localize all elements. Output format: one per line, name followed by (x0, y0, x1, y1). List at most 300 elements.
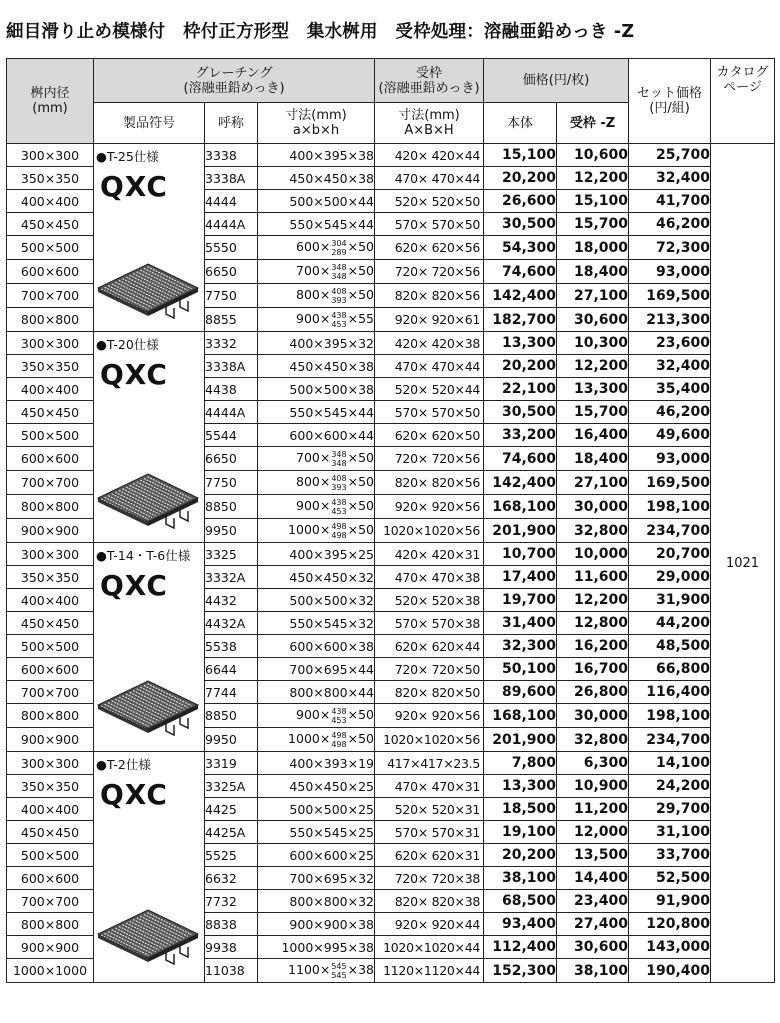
cell-inner-size: 600×600 (7, 867, 94, 890)
cell-frame-dims: 520× 520×38 (375, 589, 484, 612)
cell-grating-dims: 600×600×25 (258, 844, 375, 867)
cell-frame-dims: 1120×1120×44 (375, 959, 484, 983)
cell-nominal: 3332 (205, 332, 258, 355)
cell-nominal: 6632 (205, 867, 258, 890)
table-row (7, 332, 775, 355)
cell-inner-size: 400×400 (7, 378, 94, 401)
cell-set-price: 14,100 (629, 752, 711, 775)
cell-nominal: 4425A (205, 821, 258, 844)
cell-nominal: 3338A (205, 355, 258, 378)
cell-body-price: 152,300 (484, 959, 557, 983)
cell-inner-size: 400×400 (7, 798, 94, 821)
cell-inner-size: 800×800 (7, 704, 94, 728)
cell-frame-dims: 420× 420×44 (375, 144, 484, 167)
cell-set-price: 52,500 (629, 867, 711, 890)
cell-frame-price: 12,200 (557, 355, 629, 378)
header-inner-diameter-text: 桝内径 (mm) (30, 86, 70, 116)
cell-frame-dims: 570× 570×31 (375, 821, 484, 844)
header-product-code (94, 103, 205, 144)
cell-set-price: 169,500 (629, 284, 711, 308)
cell-set-price: 66,800 (629, 658, 711, 681)
header-body (484, 103, 557, 144)
cell-frame-dims: 720× 720×56 (375, 447, 484, 471)
cell-inner-size: 400×400 (7, 589, 94, 612)
cell-set-price: 234,700 (629, 519, 711, 543)
product-cell (94, 144, 205, 332)
cell-inner-size: 500×500 (7, 424, 94, 447)
cell-frame-dims: 620× 620×50 (375, 424, 484, 447)
cell-nominal: 4432A (205, 612, 258, 635)
cell-body-price: 20,200 (484, 167, 557, 190)
cell-body-price: 112,400 (484, 936, 557, 959)
cell-grating-dims: 500×500×44 (258, 190, 375, 213)
cell-grating-dims: 800× 408 393 ×50 (258, 284, 375, 308)
header-frame (375, 59, 484, 103)
product-name: QXC (100, 569, 168, 602)
cell-set-price: 31,900 (629, 589, 711, 612)
cell-body-price: 19,100 (484, 821, 557, 844)
cell-frame-price: 30,600 (557, 308, 629, 332)
cell-frame-price: 6,300 (557, 752, 629, 775)
cell-set-price: 33,700 (629, 844, 711, 867)
cell-body-price: 33,200 (484, 424, 557, 447)
page-title: 細目滑り止め模様付 枠付正方形型 集水桝用 受枠処理：溶融亜鉛めっき -Z (6, 22, 635, 42)
cell-grating-dims: 1000× 498 498 ×50 (258, 728, 375, 752)
cell-inner-size: 500×500 (7, 844, 94, 867)
cell-frame-dims: 420× 420×38 (375, 332, 484, 355)
cell-body-price: 89,600 (484, 681, 557, 704)
price-table (6, 58, 775, 983)
header-catalog (711, 59, 775, 144)
cell-body-price: 22,100 (484, 378, 557, 401)
header-frame-z-text: 受枠 -Z (569, 115, 616, 131)
cell-frame-dims: 920× 920×44 (375, 913, 484, 936)
cell-grating-dims: 600×600×44 (258, 424, 375, 447)
cell-frame-dims: 720× 720×50 (375, 658, 484, 681)
cell-nominal: 3338 (205, 144, 258, 167)
grating-illustration (96, 679, 200, 741)
cell-inner-size: 350×350 (7, 167, 94, 190)
cell-body-price: 32,300 (484, 635, 557, 658)
cell-inner-size: 300×300 (7, 332, 94, 355)
cell-frame-price: 13,500 (557, 844, 629, 867)
header-grating-text: グレーチング (溶融亜鉛めっき) (183, 65, 285, 96)
cell-frame-price: 18,400 (557, 260, 629, 284)
cell-set-price: 190,400 (629, 959, 711, 983)
cell-grating-dims: 400×395×25 (258, 543, 375, 566)
cell-inner-size: 1000×1000 (7, 959, 94, 983)
cell-nominal: 5525 (205, 844, 258, 867)
cell-nominal: 8855 (205, 308, 258, 332)
cell-frame-dims: 470× 470×44 (375, 167, 484, 190)
cell-inner-size: 600×600 (7, 658, 94, 681)
cell-body-price: 54,300 (484, 236, 557, 260)
cell-set-price: 72,300 (629, 236, 711, 260)
cell-frame-price: 10,600 (557, 144, 629, 167)
cell-inner-size: 900×900 (7, 519, 94, 543)
cell-grating-dims: 900×900×38 (258, 913, 375, 936)
product-name: QXC (100, 358, 168, 391)
cell-frame-price: 12,200 (557, 589, 629, 612)
cell-set-price: 32,400 (629, 167, 711, 190)
cell-inner-size: 450×450 (7, 401, 94, 424)
cell-frame-dims: 1020×1020×44 (375, 936, 484, 959)
cell-grating-dims: 800×800×32 (258, 890, 375, 913)
cell-grating-dims: 900× 438 453 ×50 (258, 495, 375, 519)
cell-frame-dims: 570× 570×50 (375, 401, 484, 424)
product-cell (94, 543, 205, 752)
grating-illustration (96, 472, 200, 534)
cell-inner-size: 300×300 (7, 144, 94, 167)
cell-inner-size: 700×700 (7, 890, 94, 913)
cell-nominal: 4438 (205, 378, 258, 401)
cell-grating-dims: 900× 438 453 ×55 (258, 308, 375, 332)
cell-body-price: 15,100 (484, 144, 557, 167)
cell-frame-dims: 620× 620×31 (375, 844, 484, 867)
cell-nominal: 9938 (205, 936, 258, 959)
table-row (7, 543, 775, 566)
cell-frame-dims: 820× 820×56 (375, 284, 484, 308)
cell-inner-size: 450×450 (7, 213, 94, 236)
product-cell (94, 752, 205, 983)
cell-body-price: 74,600 (484, 447, 557, 471)
cell-frame-dims: 470× 470×31 (375, 775, 484, 798)
catalog-page: 1021 (711, 144, 775, 983)
cell-nominal: 7750 (205, 471, 258, 495)
cell-grating-dims: 900× 438 453 ×50 (258, 704, 375, 728)
cell-frame-price: 23,400 (557, 890, 629, 913)
cell-body-price: 201,900 (484, 728, 557, 752)
header-product-code-text: 製品符号 (122, 115, 175, 131)
cell-grating-dims: 400×395×38 (258, 144, 375, 167)
cell-nominal: 9950 (205, 728, 258, 752)
product-name: QXC (100, 778, 168, 811)
cell-grating-dims: 1000× 498 498 ×50 (258, 519, 375, 543)
cell-body-price: 19,700 (484, 589, 557, 612)
cell-set-price: 213,300 (629, 308, 711, 332)
cell-frame-dims: 820× 820×50 (375, 681, 484, 704)
cell-nominal: 8838 (205, 913, 258, 936)
cell-nominal: 3319 (205, 752, 258, 775)
cell-frame-dims: 520× 520×50 (375, 190, 484, 213)
header-price (484, 59, 629, 103)
cell-body-price: 201,900 (484, 519, 557, 543)
header-frame-z (557, 103, 629, 144)
cell-frame-dims: 920× 920×56 (375, 704, 484, 728)
cell-body-price: 31,400 (484, 612, 557, 635)
header-nominal (205, 103, 258, 144)
cell-set-price: 31,100 (629, 821, 711, 844)
cell-frame-price: 15,700 (557, 213, 629, 236)
cell-body-price: 93,400 (484, 913, 557, 936)
header-dims-grating-text: 寸法(mm) a×b×h (285, 108, 347, 138)
cell-frame-price: 13,300 (557, 378, 629, 401)
cell-set-price: 29,000 (629, 566, 711, 589)
cell-grating-dims: 600× 304 289 ×50 (258, 236, 375, 260)
cell-grating-dims: 550×545×25 (258, 821, 375, 844)
header-catalog-text: カタログ ページ (716, 65, 769, 95)
cell-frame-dims: 720× 720×56 (375, 260, 484, 284)
cell-set-price: 48,500 (629, 635, 711, 658)
cell-frame-price: 18,000 (557, 236, 629, 260)
cell-frame-dims: 820× 820×38 (375, 890, 484, 913)
cell-body-price: 20,200 (484, 355, 557, 378)
cell-inner-size: 400×400 (7, 190, 94, 213)
cell-set-price: 46,200 (629, 401, 711, 424)
cell-nominal: 6650 (205, 447, 258, 471)
cell-set-price: 29,700 (629, 798, 711, 821)
cell-frame-price: 27,100 (557, 284, 629, 308)
spec-label: ●T-25仕様 (96, 149, 159, 164)
header-set-price (629, 59, 711, 144)
cell-frame-price: 38,100 (557, 959, 629, 983)
cell-frame-price: 30,600 (557, 936, 629, 959)
cell-body-price: 30,500 (484, 213, 557, 236)
table-row (7, 144, 775, 167)
cell-frame-price: 32,800 (557, 728, 629, 752)
cell-nominal: 3325A (205, 775, 258, 798)
cell-grating-dims: 1100× 545 545 ×38 (258, 959, 375, 983)
cell-frame-dims: 1020×1020×56 (375, 519, 484, 543)
cell-body-price: 10,700 (484, 543, 557, 566)
cell-frame-price: 16,700 (557, 658, 629, 681)
cell-nominal: 4444 (205, 190, 258, 213)
cell-grating-dims: 550×545×44 (258, 213, 375, 236)
cell-frame-dims: 470× 470×38 (375, 566, 484, 589)
cell-grating-dims: 600×600×38 (258, 635, 375, 658)
cell-frame-dims: 570× 570×38 (375, 612, 484, 635)
grating-illustration (96, 908, 200, 970)
cell-grating-dims: 500×500×32 (258, 589, 375, 612)
cell-frame-price: 10,300 (557, 332, 629, 355)
cell-nominal: 9950 (205, 519, 258, 543)
header-price-text: 価格(円/枚) (522, 73, 590, 88)
cell-body-price: 17,400 (484, 566, 557, 589)
product-name: QXC (100, 170, 168, 203)
cell-grating-dims: 400×393×19 (258, 752, 375, 775)
cell-frame-price: 11,200 (557, 798, 629, 821)
cell-frame-price: 14,400 (557, 867, 629, 890)
cell-frame-price: 12,800 (557, 612, 629, 635)
cell-grating-dims: 700×695×32 (258, 867, 375, 890)
cell-inner-size: 450×450 (7, 612, 94, 635)
header-nominal-text: 呼称 (217, 115, 244, 131)
cell-grating-dims: 500×500×25 (258, 798, 375, 821)
cell-frame-price: 15,100 (557, 190, 629, 213)
cell-set-price: 143,000 (629, 936, 711, 959)
cell-frame-dims: 620× 620×44 (375, 635, 484, 658)
cell-frame-price: 11,600 (557, 566, 629, 589)
header-inner-diameter (7, 59, 94, 144)
cell-frame-price: 15,700 (557, 401, 629, 424)
cell-grating-dims: 800× 408 393 ×50 (258, 471, 375, 495)
cell-inner-size: 700×700 (7, 681, 94, 704)
cell-frame-dims: 420× 420×31 (375, 543, 484, 566)
cell-grating-dims: 450×450×32 (258, 566, 375, 589)
cell-body-price: 50,100 (484, 658, 557, 681)
cell-frame-price: 12,000 (557, 821, 629, 844)
cell-set-price: 198,100 (629, 704, 711, 728)
cell-frame-price: 18,400 (557, 447, 629, 471)
cell-frame-dims: 417×417×23.5 (375, 752, 484, 775)
cell-grating-dims: 450×450×38 (258, 355, 375, 378)
cell-frame-price: 32,800 (557, 519, 629, 543)
cell-frame-dims: 620× 620×56 (375, 236, 484, 260)
cell-grating-dims: 450×450×38 (258, 167, 375, 190)
cell-body-price: 68,500 (484, 890, 557, 913)
cell-body-price: 13,300 (484, 775, 557, 798)
cell-inner-size: 800×800 (7, 308, 94, 332)
cell-body-price: 74,600 (484, 260, 557, 284)
cell-set-price: 35,400 (629, 378, 711, 401)
cell-frame-dims: 570× 570×50 (375, 213, 484, 236)
cell-body-price: 20,200 (484, 844, 557, 867)
cell-inner-size: 900×900 (7, 936, 94, 959)
cell-set-price: 120,800 (629, 913, 711, 936)
cell-frame-price: 30,000 (557, 704, 629, 728)
table-row (7, 752, 775, 775)
spec-label: ●T-2仕様 (96, 757, 151, 772)
spec-label: ●T-14・T-6仕様 (96, 548, 191, 563)
cell-inner-size: 350×350 (7, 775, 94, 798)
cell-frame-price: 10,900 (557, 775, 629, 798)
header-set-price-text: セット価格 (円/組) (637, 86, 703, 116)
cell-inner-size: 500×500 (7, 635, 94, 658)
cell-set-price: 169,500 (629, 471, 711, 495)
cell-set-price: 44,200 (629, 612, 711, 635)
cell-nominal: 5538 (205, 635, 258, 658)
cell-set-price: 46,200 (629, 213, 711, 236)
grating-illustration (96, 262, 200, 324)
cell-set-price: 116,400 (629, 681, 711, 704)
cell-frame-dims: 520× 520×31 (375, 798, 484, 821)
cell-set-price: 93,000 (629, 447, 711, 471)
cell-nominal: 3338A (205, 167, 258, 190)
header-dims-frame (375, 103, 484, 144)
cell-frame-price: 27,400 (557, 913, 629, 936)
cell-body-price: 142,400 (484, 284, 557, 308)
cell-frame-dims: 720× 720×38 (375, 867, 484, 890)
cell-body-price: 168,100 (484, 704, 557, 728)
cell-nominal: 5544 (205, 424, 258, 447)
cell-inner-size: 300×300 (7, 543, 94, 566)
cell-nominal: 3325 (205, 543, 258, 566)
cell-nominal: 4444A (205, 213, 258, 236)
cell-inner-size: 700×700 (7, 471, 94, 495)
cell-frame-price: 12,200 (557, 167, 629, 190)
cell-grating-dims: 550×545×44 (258, 401, 375, 424)
cell-frame-dims: 920× 920×56 (375, 495, 484, 519)
cell-frame-price: 27,100 (557, 471, 629, 495)
cell-nominal: 5550 (205, 236, 258, 260)
cell-body-price: 38,100 (484, 867, 557, 890)
cell-nominal: 3332A (205, 566, 258, 589)
cell-inner-size: 450×450 (7, 821, 94, 844)
cell-grating-dims: 400×395×32 (258, 332, 375, 355)
cell-set-price: 91,900 (629, 890, 711, 913)
cell-inner-size: 300×300 (7, 752, 94, 775)
cell-grating-dims: 500×500×38 (258, 378, 375, 401)
cell-frame-price: 16,200 (557, 635, 629, 658)
cell-inner-size: 350×350 (7, 355, 94, 378)
cell-set-price: 41,700 (629, 190, 711, 213)
cell-grating-dims: 700×695×44 (258, 658, 375, 681)
cell-grating-dims: 700× 348 348 ×50 (258, 260, 375, 284)
cell-frame-dims: 1020×1020×56 (375, 728, 484, 752)
cell-inner-size: 700×700 (7, 284, 94, 308)
table-body (7, 144, 775, 983)
product-cell (94, 332, 205, 543)
cell-set-price: 234,700 (629, 728, 711, 752)
header-dims-grating (258, 103, 375, 144)
header-dims-frame-text: 寸法(mm) A×B×H (398, 108, 460, 138)
cell-nominal: 7744 (205, 681, 258, 704)
cell-inner-size: 800×800 (7, 913, 94, 936)
cell-nominal: 6644 (205, 658, 258, 681)
cell-frame-dims: 820× 820×56 (375, 471, 484, 495)
cell-grating-dims: 550×545×32 (258, 612, 375, 635)
cell-frame-dims: 920× 920×61 (375, 308, 484, 332)
cell-set-price: 24,200 (629, 775, 711, 798)
cell-body-price: 30,500 (484, 401, 557, 424)
cell-body-price: 7,800 (484, 752, 557, 775)
cell-nominal: 7750 (205, 284, 258, 308)
cell-inner-size: 350×350 (7, 566, 94, 589)
cell-set-price: 49,600 (629, 424, 711, 447)
cell-inner-size: 900×900 (7, 728, 94, 752)
header-body-text: 本体 (507, 115, 534, 131)
cell-set-price: 32,400 (629, 355, 711, 378)
cell-frame-price: 30,000 (557, 495, 629, 519)
cell-frame-price: 10,000 (557, 543, 629, 566)
cell-inner-size: 800×800 (7, 495, 94, 519)
cell-inner-size: 500×500 (7, 236, 94, 260)
cell-body-price: 18,500 (484, 798, 557, 821)
cell-nominal: 7732 (205, 890, 258, 913)
header-grating (94, 59, 375, 103)
cell-frame-price: 16,400 (557, 424, 629, 447)
cell-grating-dims: 700× 348 348 ×50 (258, 447, 375, 471)
cell-nominal: 6650 (205, 260, 258, 284)
cell-body-price: 182,700 (484, 308, 557, 332)
cell-grating-dims: 450×450×25 (258, 775, 375, 798)
spec-label: ●T-20仕様 (96, 337, 159, 352)
cell-grating-dims: 1000×995×38 (258, 936, 375, 959)
cell-nominal: 8850 (205, 495, 258, 519)
header-frame-text: 受枠 (溶融亜鉛めっき) (378, 65, 480, 96)
cell-nominal: 8850 (205, 704, 258, 728)
cell-set-price: 25,700 (629, 144, 711, 167)
cell-body-price: 142,400 (484, 471, 557, 495)
cell-body-price: 168,100 (484, 495, 557, 519)
cell-frame-dims: 470× 470×44 (375, 355, 484, 378)
cell-set-price: 23,600 (629, 332, 711, 355)
cell-nominal: 4432 (205, 589, 258, 612)
cell-nominal: 4444A (205, 401, 258, 424)
cell-set-price: 198,100 (629, 495, 711, 519)
cell-body-price: 13,300 (484, 332, 557, 355)
cell-grating-dims: 800×800×44 (258, 681, 375, 704)
cell-inner-size: 600×600 (7, 447, 94, 471)
cell-set-price: 20,700 (629, 543, 711, 566)
cell-frame-dims: 520× 520×44 (375, 378, 484, 401)
cell-set-price: 93,000 (629, 260, 711, 284)
cell-frame-price: 26,800 (557, 681, 629, 704)
cell-nominal: 4425 (205, 798, 258, 821)
cell-body-price: 26,600 (484, 190, 557, 213)
cell-inner-size: 600×600 (7, 260, 94, 284)
cell-nominal: 11038 (205, 959, 258, 983)
